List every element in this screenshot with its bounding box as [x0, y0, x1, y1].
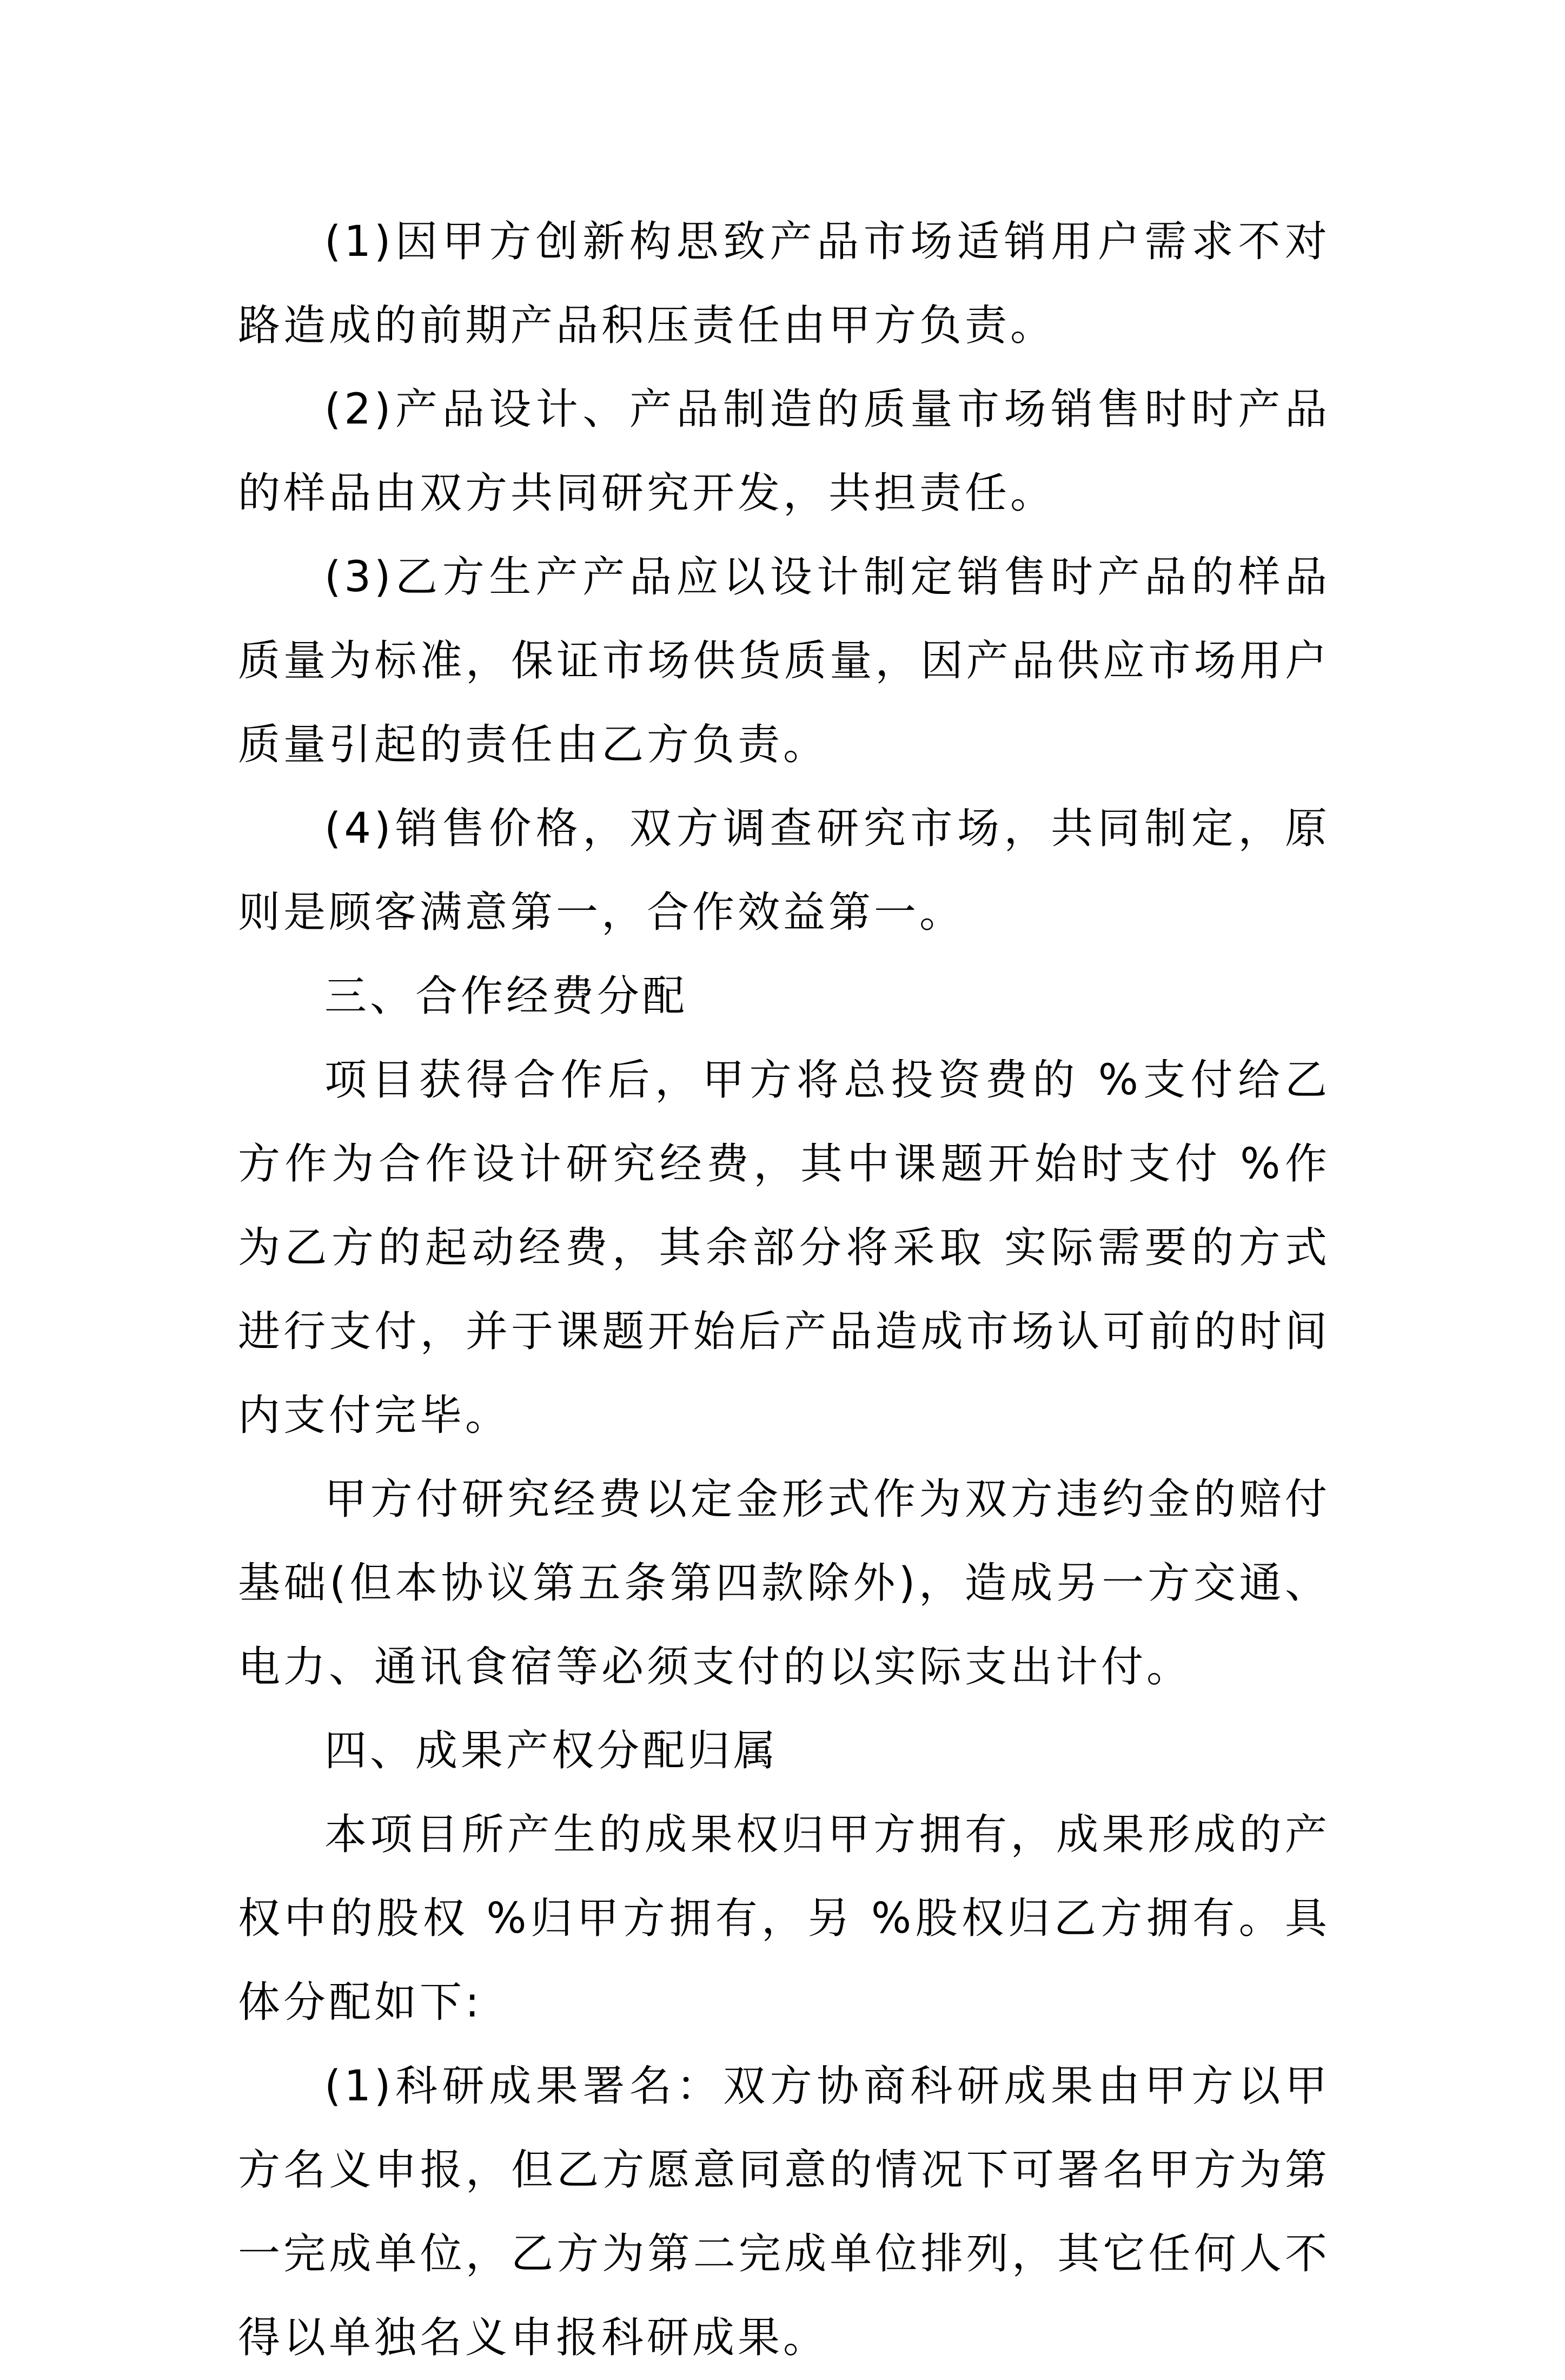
ownership-paragraph: 本项目所产生的成果权归甲方拥有，成果形成的产权中的股权 %归甲方拥有，另 %股权归乙方拥有。具体分配如下:: [238, 1810, 1330, 2027]
document-body: [238, 200, 1330, 2380]
clause-1-paragraph: (1)因甲方创新构思致产品市场适销用户需求不对路造成的前期产品积压责任由甲方负责。: [238, 217, 1330, 350]
section-3-heading: 三、合作经费分配: [324, 972, 688, 1021]
clause-4-paragraph: (4)销售价格，双方调查研究市场，共同制定，原则是顾客满意第一，合作效益第一。: [238, 804, 1330, 937]
clause-2-paragraph: (2)产品设计、产品制造的质量市场销售时时产品的样品由双方共同研究开发，共担责任。: [238, 385, 1330, 518]
deposit-paragraph: 甲方付研究经费以定金形式作为双方违约金的赔付基础(但本协议第五条第四款除外)，造成另一方交通、电力、通讯食宿等必须支付的以实际支出计付。: [238, 1475, 1330, 1691]
section-4-heading: 四、成果产权分配归属: [324, 1727, 779, 1775]
attribution-paragraph: (1)科研成果署名：双方协商科研成果由甲方以甲方名义申报，但乙方愿意同意的情况下可署名甲方为第一完成单位，乙方为第二完成单位排列，其它任何人不得以单独名义申报科研成果。: [238, 2062, 1330, 2362]
clause-3-paragraph: (3)乙方生产产品应以设计制定销售时产品的样品质量为标准，保证市场供货质量，因产品供应市场用户质量引起的责任由乙方负责。: [238, 553, 1330, 769]
funding-paragraph: 项目获得合作后，甲方将总投资费的 %支付给乙方作为合作设计研究经费，其中课题开始时支付 %作为乙方的起动经费，其余部分将采取 实际需要的方式进行支付，并于课题开始后产品造成市场认可前的时间内支付完毕。: [238, 1056, 1330, 1440]
